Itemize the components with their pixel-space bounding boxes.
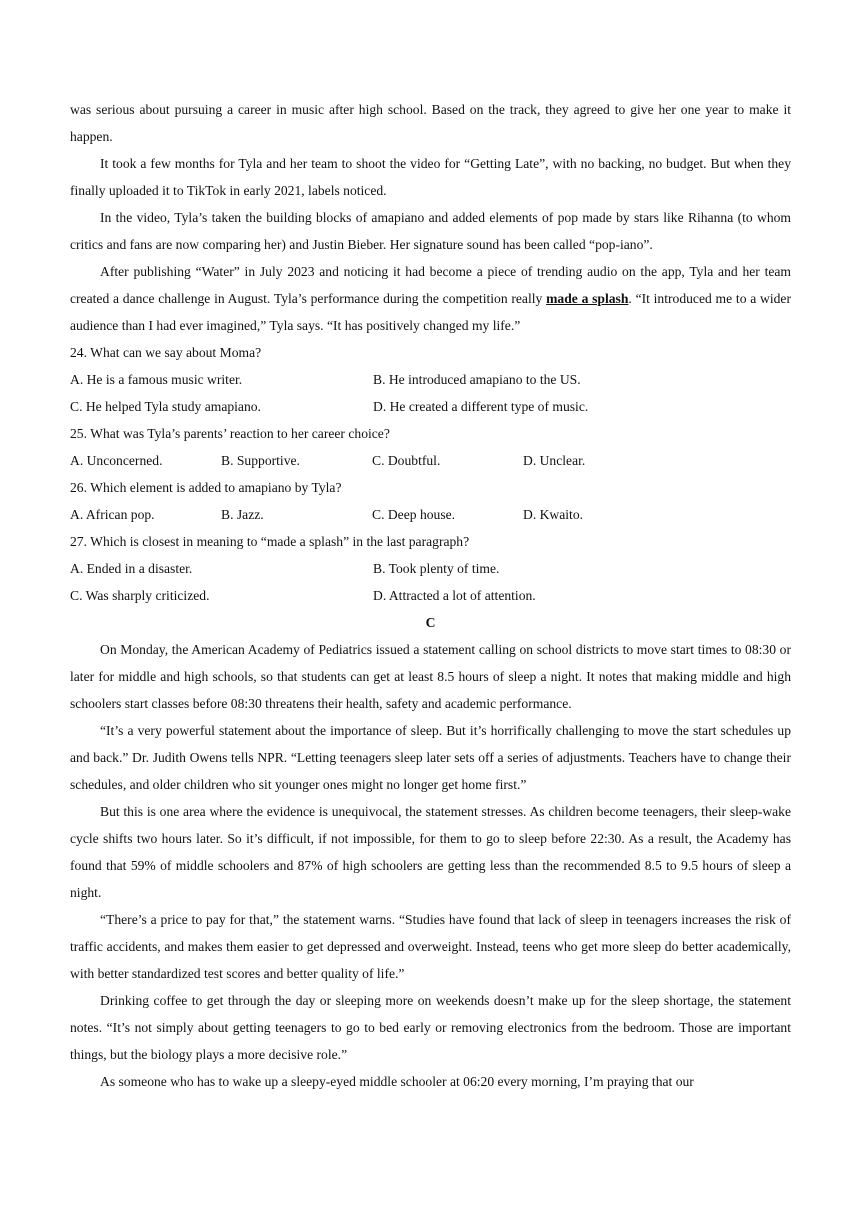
underlined-phrase: made a splash (546, 291, 629, 306)
question-26-option-a: A. African pop. (70, 507, 155, 522)
question-25-option-c: C. Doubtful. (372, 453, 441, 468)
question-25-options (70, 447, 791, 474)
passage-b-paragraph-3: In the video, Tyla’s taken the building blocks of amapiano and added elements of pop made by stars like Rihanna (to whom critics and fans are now comparing her) and Justin Bieber. Her signature sound has been called “pop-iano”. (70, 210, 791, 252)
question-26-options (70, 501, 791, 528)
section-c-paragraph-2: “It’s a very powerful statement about the importance of sleep. But it’s horrifically challenging to move the start schedules up and back.” Dr. Judith Owens tells NPR. “Letting teenagers sleep later sets off a series of adjustments. Teachers have to change their schedules, and older children who sit younger ones might no longer get home first.” (70, 723, 791, 792)
question-24-options-row-2 (70, 393, 791, 420)
question-27-option-d: D. Attracted a lot of attention. (373, 588, 536, 603)
section-c-paragraph-6: As someone who has to wake up a sleepy-eyed middle schooler at 06:20 every morning, I’m praying that our (100, 1074, 694, 1089)
page-content (70, 96, 791, 1095)
question-27-option-b: B. Took plenty of time. (373, 561, 500, 576)
section-c-paragraph-3: But this is one area where the evidence is unequivocal, the statement stresses. As children become teenagers, their sleep-wake cycle shifts two hours later. So it’s difficult, if not impossible, for them to go to sleep before 22:30. As a result, the Academy has found that 59% of middle schoolers and 87% of high schoolers are getting less than the recommended 8.5 to 9.5 hours of sleep a night. (70, 804, 791, 900)
paragraph-4-text-before: After publishing “Water” in July 2023 and noticing it had become a piece of trending audio on the app, Tyla and her team created a dance challenge in August. Tyla’s performance during the competition really (70, 264, 791, 306)
question-24-options-row-1 (70, 366, 791, 393)
paragraph-4-text-after: . “It introduced me to a wider audience than I had ever imagined,” Tyla says. “It has positively changed my life.” (70, 291, 791, 333)
question-25-option-d: D. Unclear. (523, 453, 586, 468)
section-c-paragraph-4: “There’s a price to pay for that,” the statement warns. “Studies have found that lack of sleep in teenagers increases the risk of traffic accidents, and makes them easier to get depressed and overweight. Instead, teens who get more sleep do better academically, with better standardized test scores and better quality of life.” (70, 912, 791, 981)
question-24-option-d: D. He created a different type of music. (373, 399, 589, 414)
question-27-option-a: A. Ended in a disaster. (70, 561, 193, 576)
question-25-option-a: A. Unconcerned. (70, 453, 163, 468)
section-c-heading: C (425, 615, 436, 630)
question-24-option-c: C. He helped Tyla study amapiano. (70, 399, 261, 414)
question-27-stem: 27. Which is closest in meaning to “made a splash” in the last paragraph? (70, 534, 470, 549)
question-26-option-b: B. Jazz. (221, 507, 264, 522)
section-c-paragraph-1: On Monday, the American Academy of Pediatrics issued a statement calling on school districts to move start times to 08:30 or later for middle and high schools, so that students can get at least 8.5 hours of sleep a night. It notes that making middle and high schoolers start classes before 08:30 threatens their health, safety and academic performance. (70, 642, 791, 711)
question-26-option-d: D. Kwaito. (523, 507, 584, 522)
question-24-option-b: B. He introduced amapiano to the US. (373, 372, 581, 387)
question-26-option-c: C. Deep house. (372, 507, 456, 522)
passage-b-paragraph-1: was serious about pursuing a career in music after high school. Based on the track, they agreed to give her one year to make it happen. (70, 102, 791, 144)
question-24-stem: 24. What can we say about Moma? (70, 345, 262, 360)
passage-b-paragraph-4 (70, 258, 791, 339)
question-25-option-b: B. Supportive. (221, 453, 300, 468)
passage-b-paragraph-2: It took a few months for Tyla and her team to shoot the video for “Getting Late”, with no backing, no budget. But when they finally uploaded it to TikTok in early 2021, labels noticed. (70, 156, 791, 198)
question-27-options-row-2 (70, 582, 791, 609)
question-27-options-row-1 (70, 555, 791, 582)
question-26-stem: 26. Which element is added to amapiano by Tyla? (70, 480, 342, 495)
question-27-option-c: C. Was sharply criticized. (70, 588, 210, 603)
section-c-paragraph-5: Drinking coffee to get through the day or sleeping more on weekends doesn’t make up for the sleep shortage, the statement notes. “It’s not simply about getting teenagers to go to bed early or removing electronics from the bedroom. Those are important things, but the biology plays a more decisive role.” (70, 993, 791, 1062)
question-25-stem: 25. What was Tyla’s parents’ reaction to her career choice? (70, 426, 390, 441)
question-24-option-a: A. He is a famous music writer. (70, 372, 243, 387)
